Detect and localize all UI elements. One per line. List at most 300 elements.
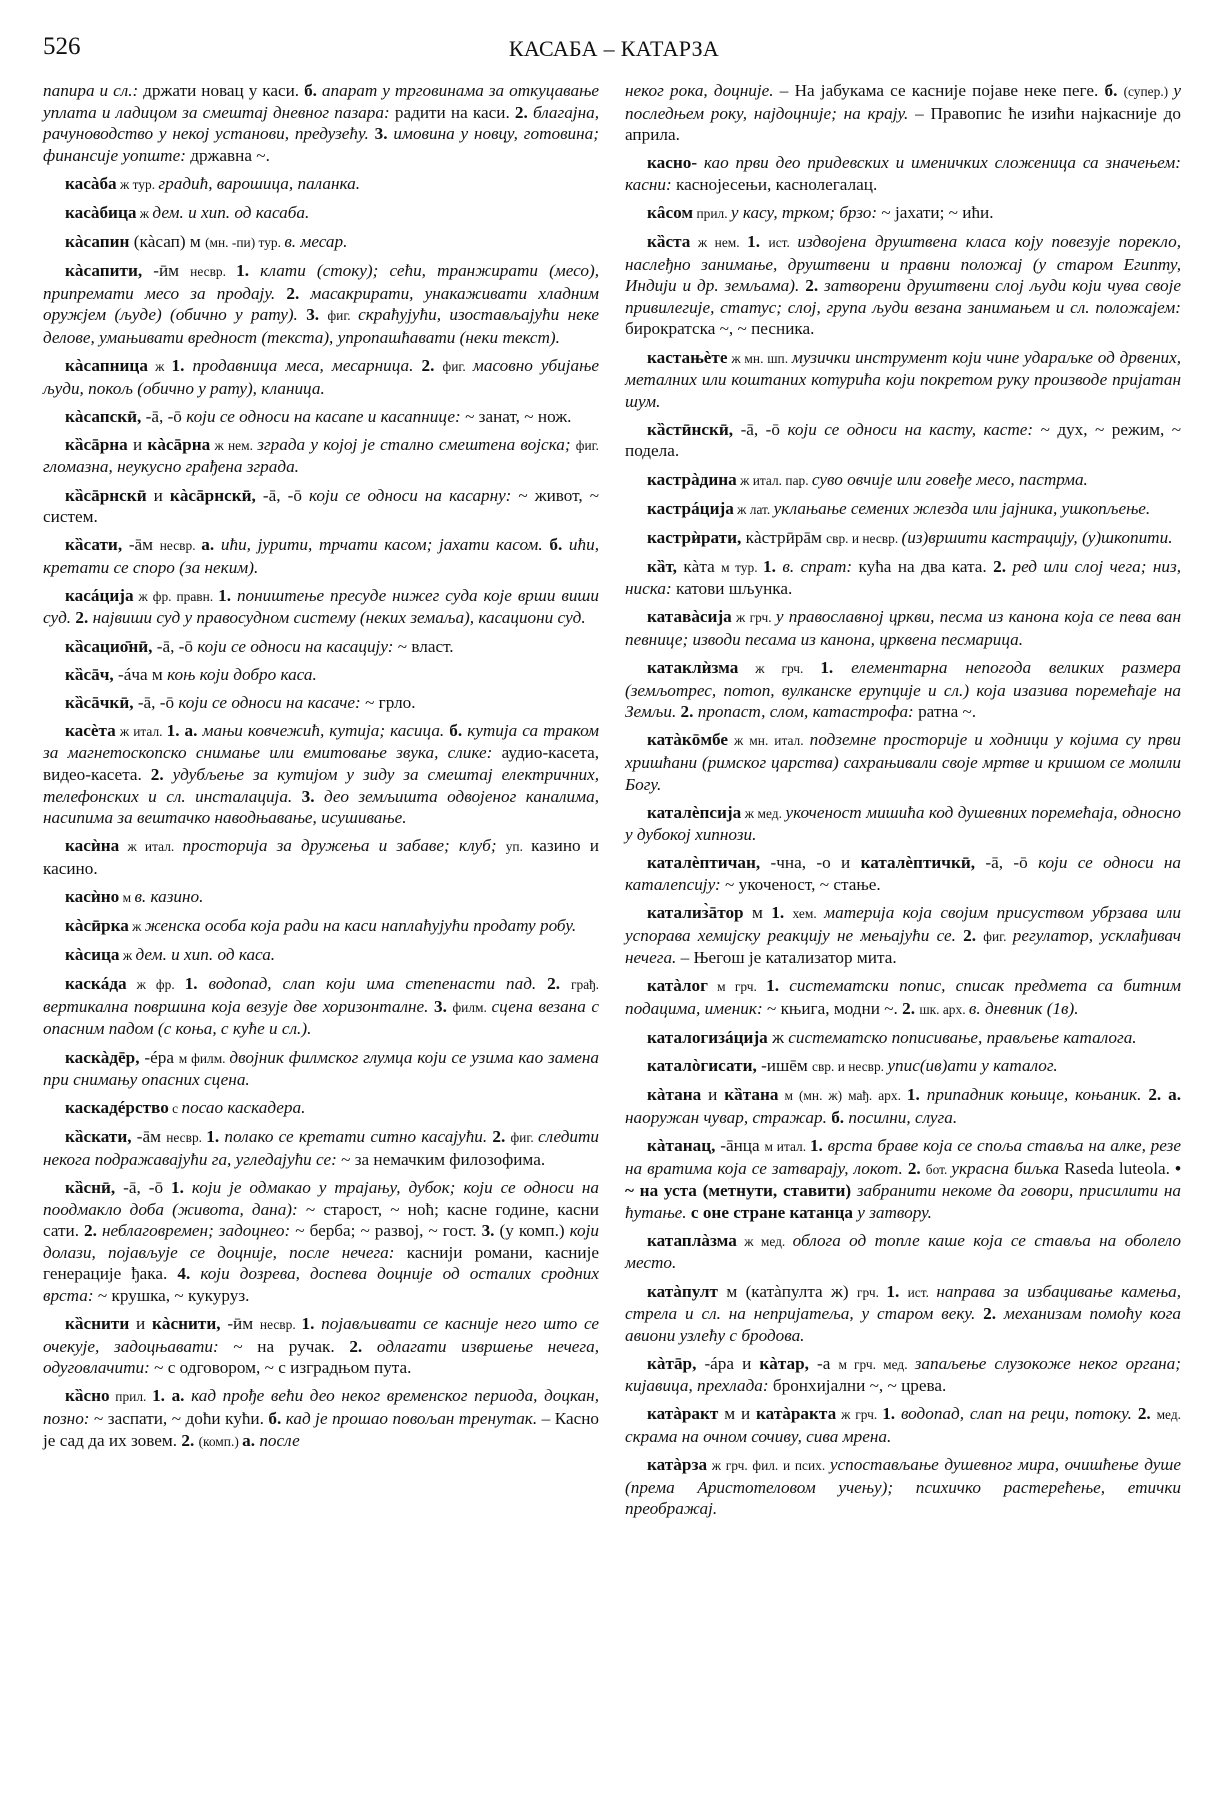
example-text: м и <box>718 1404 757 1424</box>
grammar-label: бот. <box>925 1161 952 1177</box>
definition-text: в. месар. <box>284 232 348 252</box>
headword-or-sense-number: 1. <box>906 1085 927 1105</box>
definition-text: неблаговремен; задоцнео: <box>101 1221 291 1241</box>
headword-or-sense-number: кȁсацио̄нӣ, <box>65 636 153 656</box>
example-text: казино и касино. <box>43 836 599 878</box>
definition-text: подземне просторије и ходници у којима су први хришћани (римског царства) сахрањивали своје мртве и кришом се молили Богу. <box>625 730 1181 794</box>
dictionary-entry-continuation <box>625 80 1181 146</box>
right-column <box>625 80 1181 1526</box>
dictionary-entry <box>43 534 599 578</box>
headword-or-sense-number: 3. <box>434 996 453 1016</box>
headword-or-sense-number: • ~ на уста (метнути, ставити) <box>625 1158 1181 1201</box>
dictionary-entry <box>43 692 599 714</box>
dictionary-entry <box>625 469 1181 492</box>
running-title: КАСАБА – КАТАРЗА <box>508 36 720 61</box>
headword-or-sense-number: 2. <box>75 608 93 628</box>
definition-text: у православној цркви, песма из канона која се пева ван певнице; изводи песама из канона, црквена песмарица. <box>625 607 1181 650</box>
definition-text: просторија за дружења и забаве; клуб; <box>182 836 506 856</box>
example-text: ~ дух, ~ режим, ~ подела. <box>625 419 1181 461</box>
definition-text: вертикална површина која везује две хоризонталне. <box>43 996 435 1016</box>
dictionary-entry <box>625 975 1181 1020</box>
example-text: каснојесењи, каснолегалац. <box>671 174 878 194</box>
example-text: ~ грло. <box>360 692 416 712</box>
headword-or-sense-number: 2. <box>907 1158 926 1178</box>
dictionary-entry <box>625 606 1181 650</box>
definition-text: кад прође већи део неког временског периода, доцкан, позно: <box>43 1386 599 1428</box>
definition-text: направа за избацивање камења, стрела и сл. на непријатеља, у старом веку. <box>625 1281 1182 1324</box>
headword-or-sense-number: кȁскати, <box>65 1127 132 1147</box>
definition-text: припадник коњице, коњаник. <box>926 1085 1149 1105</box>
example-text: -ā, -ō <box>255 485 309 505</box>
example-text: каснији романи, касније генерације ђака. <box>43 1242 600 1284</box>
definition-text: дем. и хип. од каса. <box>135 945 276 965</box>
headword-or-sense-number: каскадéрство <box>65 1098 169 1118</box>
example-text: ~ заспати, ~ доћи кући. <box>89 1408 269 1428</box>
definition-text: пропаст, слом, катастрофа: <box>697 702 914 722</box>
grammar-label: ж фр. <box>126 977 185 993</box>
definition-text: који је одмакао у трајању, дубок; који се односи на поодмакло доба (живота, дана): <box>43 1178 600 1219</box>
headword-or-sense-number: кȁстӣнскӣ, <box>647 419 734 439</box>
grammar-label: ист. <box>768 235 798 251</box>
headword-or-sense-number: касàбица <box>65 202 137 222</box>
grammar-label: грч. <box>856 1284 887 1300</box>
grammar-label: м (мн. ж) мађ. арх. <box>778 1088 907 1104</box>
grammar-label: фиг. <box>983 928 1013 944</box>
definition-text: поништење пресуде нижег суда које врши виши суд. <box>43 585 599 628</box>
headword-or-sense-number: с оне стране катанца <box>690 1202 858 1222</box>
headword-or-sense-number: кàтāр, <box>647 1353 697 1373</box>
example-text: ~ живот, ~ систем. <box>43 485 599 527</box>
example-text: -áча м <box>113 664 168 684</box>
headword-or-sense-number: 1. <box>766 976 790 996</box>
dictionary-entry-continuation <box>43 80 599 166</box>
definition-text: механизам помоћу кога авиони узлећу с бродова. <box>625 1304 1181 1345</box>
headword-or-sense-number: катàракта <box>756 1404 837 1424</box>
example-text: -ā, -ō <box>115 1178 171 1198</box>
dictionary-entry <box>43 636 599 658</box>
headword-or-sense-number: касèта <box>65 720 116 740</box>
definition-text: водопад, слап који има степенасти пад. <box>208 974 548 994</box>
example-text: ~ на ручак. <box>218 1336 350 1356</box>
definition-text: који се односи на касапе и касапнице: <box>186 406 461 426</box>
grammar-label: ж мед. <box>736 1233 793 1249</box>
grammar-label: ж итал. пар. <box>736 472 812 488</box>
definition-text: успостављање душевног мира, очишћење душе (према Аристотеловом учењу); психичко растерећење, етички преображај. <box>625 1455 1182 1519</box>
headword-or-sense-number: 2. <box>963 925 984 945</box>
headword-or-sense-number: 2. <box>547 974 572 994</box>
grammar-label: свр. и несвр. <box>826 530 902 546</box>
headword-or-sense-number: кастрáција <box>647 498 734 518</box>
dictionary-entry <box>43 835 599 879</box>
definition-text: кутија са траком за магнетоскопско снимање или емитовање звука, слике: <box>43 720 600 763</box>
headword-or-sense-number: 1. <box>301 1314 322 1334</box>
grammar-label: м <box>119 890 135 905</box>
example-text: ~ књига, модни ~. <box>762 998 903 1018</box>
headword-or-sense-number: 1. <box>218 585 237 605</box>
headword-or-sense-number: катàракт <box>647 1404 719 1424</box>
grammar-label: с <box>168 1101 182 1117</box>
headword-or-sense-number: касѝно <box>65 887 120 906</box>
headword-or-sense-number: 1. <box>820 658 852 678</box>
headword-or-sense-number: 3. <box>306 305 328 325</box>
headword-or-sense-number: 2. <box>805 276 825 296</box>
definition-text: продавница меса, месарница. <box>192 356 422 376</box>
definition-text: благајна, рачуноводство у некој установи, предузећу. <box>43 102 599 144</box>
dictionary-entry <box>625 802 1181 846</box>
dictionary-entry <box>43 1177 599 1307</box>
dictionary-entry <box>625 556 1181 600</box>
example-text: -ӣм <box>220 1314 260 1334</box>
definition-text: запаљење слузокоже неког органа; кијавица, прехлада: <box>625 1353 1182 1396</box>
grammar-label: прил. <box>693 205 731 221</box>
definition-text: (из)вршити кастрацију, (у)шкопити. <box>901 527 1173 547</box>
grammar-label: ж грч. <box>836 1407 883 1423</box>
dictionary-entry <box>43 1385 599 1452</box>
definition-text: полако се кретати ситно касајући. <box>224 1127 493 1147</box>
definition-text: одлагати извршење нечега, одуговлачити: <box>43 1336 600 1378</box>
definition-text: материја која својим присуством убрзава или успорава хемијску реакцију не мењајући се. <box>625 903 1181 945</box>
dictionary-entry <box>625 729 1181 795</box>
headword-or-sense-number: кȁт, <box>647 556 677 576</box>
headword-or-sense-number: 2. <box>181 1430 199 1450</box>
headword-or-sense-number: касàба <box>65 173 117 193</box>
definition-text: у касу, трком; брзо: <box>730 202 878 222</box>
headword-or-sense-number: б. <box>831 1107 849 1127</box>
definition-text: у последњем року, најдоцније; на крају. <box>625 81 1182 123</box>
grammar-label: ж <box>128 919 145 935</box>
dictionary-entry <box>625 527 1181 550</box>
dictionary-entry <box>43 1047 599 1091</box>
headword-or-sense-number: 1. <box>184 974 209 994</box>
headword-or-sense-number: каталогизáција <box>647 1028 768 1048</box>
grammar-label: ж грч. фил. и псих. <box>707 1458 830 1474</box>
definition-text: украсна биљка <box>951 1158 1065 1178</box>
dictionary-entry <box>625 1230 1181 1274</box>
grammar-label: ж <box>147 359 172 375</box>
definition-text: клати (стоку); сећи, транжирати (месо), припремати месо за продају. <box>43 261 599 303</box>
dictionary-entry <box>625 657 1181 723</box>
headword-or-sense-number: кàсица <box>65 945 120 965</box>
dictionary-entry <box>43 1126 599 1170</box>
example-text: (у комп.) <box>499 1221 570 1241</box>
headword-or-sense-number: кàтана <box>647 1085 702 1105</box>
dictionary-entry <box>43 202 599 225</box>
definition-text: упис(ив)ати у каталог. <box>887 1056 1058 1076</box>
definition-text: дем. и хип. од касаба. <box>152 202 310 222</box>
definition-text: уклањање семених жлезда или јајника, ушкопљење. <box>773 498 1151 518</box>
grammar-label: хем. <box>792 906 825 922</box>
definition-text: музички инструмент који чине удараљке од дрвених, металних или коштаних котурића који покретом руку производе пријатан шум. <box>625 347 1181 411</box>
headword-or-sense-number: кȁсāч, <box>65 664 114 684</box>
definition-text: који дозрева, доспева доцније од осталих сродних врста: <box>43 1264 599 1305</box>
example-text: -éра <box>139 1047 179 1067</box>
headword-or-sense-number: кȃсом <box>647 202 694 222</box>
grammar-label: несвр. <box>259 1317 302 1333</box>
definition-text: апарат у трговинама за откуцавање уплата и ладицом за смештај дневног пазара: <box>43 81 599 122</box>
headword-or-sense-number: 1. <box>886 1281 908 1301</box>
dictionary-entry <box>43 231 599 254</box>
grammar-label: несвр. <box>166 1130 207 1146</box>
example-text: ~ берба; ~ развој, ~ гост. <box>290 1221 482 1241</box>
example-text: и <box>146 485 170 505</box>
grammar-label: несвр. <box>159 538 202 554</box>
definition-text: регулатор, усклађивач нечега. <box>625 925 1181 968</box>
headword-or-sense-number: б. <box>549 535 569 555</box>
definition-text: удубљење за кутијом у зиду за смештај електричних, телефонских и сл. инсталација. <box>43 765 599 806</box>
grammar-label: ж грч. <box>731 610 776 626</box>
example-text: ~ власт. <box>393 636 454 656</box>
headword-or-sense-number: кàтар, <box>759 1353 809 1373</box>
headword-or-sense-number: кàсӣрка <box>65 916 129 936</box>
headword-or-sense-number: 1. <box>809 1135 828 1155</box>
example-text: Raseda luteola. <box>1064 1158 1175 1178</box>
example-text: катови шљунка. <box>671 579 793 599</box>
dictionary-entry <box>43 944 599 967</box>
grammar-label: прил. <box>109 1389 153 1405</box>
dictionary-entry <box>43 260 599 348</box>
headword-or-sense-number: б. <box>449 720 468 740</box>
definition-text: имовина у новцу, готовина; финансије уопште: <box>43 124 599 165</box>
headword-or-sense-number: кȁсно <box>65 1386 110 1406</box>
headword-or-sense-number: кàсапин <box>65 232 130 252</box>
definition-text: в. дневник (1в). <box>968 998 1079 1018</box>
headword-or-sense-number: а. <box>201 535 221 555</box>
definition-text: посао каскадера. <box>181 1098 306 1118</box>
grammar-label: ж <box>136 205 153 221</box>
headword-or-sense-number: 2. <box>286 283 311 303</box>
example-text: -ā, -ō <box>733 419 788 439</box>
example-text: ~ за немачким филозофима. <box>336 1149 546 1169</box>
definition-text: забранити некоме да говори, присилити на ћутање. <box>625 1181 1181 1222</box>
headword-or-sense-number: кȁсāчкӣ, <box>65 692 134 712</box>
headword-or-sense-number: 1. <box>206 1127 225 1147</box>
headword-or-sense-number: каталèпсија <box>647 802 742 822</box>
example-text: држати новац у каси. <box>138 81 305 100</box>
definition-text: ред или слој чега; низ, ниска: <box>625 556 1182 599</box>
definition-text: масакрирати, унакаживати хладним оружјем (људе) (обично у рату). <box>43 283 599 325</box>
dictionary-entry <box>625 1135 1181 1223</box>
example-text: ж <box>767 1028 789 1048</box>
definition-text: в. казино. <box>134 887 204 906</box>
example-text: ~ крушка, ~ кукуруз. <box>93 1286 250 1305</box>
headword-or-sense-number: 3. <box>374 124 394 144</box>
headword-or-sense-number: 1. <box>763 556 783 576</box>
headword-or-sense-number: кастрѝрати, <box>647 527 742 547</box>
example-text: државна ~. <box>185 145 270 165</box>
dictionary-entry <box>43 973 599 1040</box>
dictionary-entry <box>43 915 599 938</box>
definition-text: двојник филмског глумца који се узима као замена при снимању опасних сцена. <box>43 1047 599 1090</box>
grammar-label: несвр. <box>190 264 237 280</box>
example-text: -āм <box>122 535 160 555</box>
headword-or-sense-number: касѝна <box>65 836 120 856</box>
grammar-label: м грч. <box>707 979 767 995</box>
definition-text: елементарна непогода великих размера (земљотрес, потоп, вулканске ерупције и сл.) која изазива поремећаје на Земљи. <box>625 658 1182 722</box>
grammar-label: м филм. <box>178 1050 230 1066</box>
example-text: ~ укоченост, ~ стање. <box>720 875 881 894</box>
example-text: -áра и <box>696 1353 760 1373</box>
dictionary-entry <box>625 1353 1181 1397</box>
example-text: -ā, -ō <box>141 406 187 426</box>
grammar-label: ж итал. <box>115 723 167 739</box>
example-text: -ā, -ō <box>152 636 198 656</box>
definition-text: следити некога подражавајући га, угледајући се: <box>43 1127 600 1169</box>
headword-or-sense-number: 2. <box>514 102 533 122</box>
dictionary-entry <box>625 1403 1181 1447</box>
grammar-label: фиг. <box>442 359 473 375</box>
grammar-label: фиг. <box>327 308 359 324</box>
grammar-label: (мн. -пи) тур. <box>205 235 285 251</box>
example-text: (кàсап) м <box>129 232 206 252</box>
headword-or-sense-number: каскàдēр, <box>65 1047 140 1067</box>
headword-or-sense-number: каталèптичкӣ, <box>860 853 976 873</box>
dictionary-entry <box>43 173 599 196</box>
example-text: -ā, -ō <box>133 692 179 712</box>
headword-or-sense-number: б. <box>304 81 322 100</box>
example-text: м <box>743 903 772 923</box>
grammar-label: ист. <box>907 1284 937 1300</box>
definition-text: издвојена друштвена класа коју повезује порекло, наслеђно занимање, друштвени и правни положај (у старом Египту, Индији и др. земљама). <box>625 232 1182 296</box>
example-text: -ā, -ō <box>975 853 1039 873</box>
example-text: и <box>701 1085 725 1105</box>
headword-or-sense-number: кȁтана <box>724 1085 779 1105</box>
grammar-label: ж тур. <box>116 176 159 192</box>
example-text: – Његош је катализатор мита. <box>676 948 897 968</box>
dictionary-entry <box>43 406 599 428</box>
headword-or-sense-number: кȁснӣ, <box>65 1178 116 1198</box>
headword-or-sense-number: 2. <box>1137 1404 1157 1424</box>
headword-or-sense-number: кȁста <box>647 232 691 252</box>
definition-text: неког рока, доцније. <box>625 81 774 100</box>
definition-text: коњ који добро каса. <box>167 664 317 684</box>
grammar-label: ж мн. шп. <box>727 350 792 366</box>
definition-text: кад је прошао повољан тренутак. <box>285 1408 538 1428</box>
dictionary-entry <box>625 419 1181 462</box>
example-text: -а <box>808 1353 839 1373</box>
dictionary-entry <box>625 1055 1181 1078</box>
page-number: 526 <box>43 33 81 60</box>
grammar-label: м грч. мед. <box>838 1356 915 1372</box>
headword-or-sense-number: кȁсāрнскӣ <box>65 485 147 505</box>
definition-text: наоружан чувар, стражар. <box>625 1107 832 1127</box>
dictionary-entry <box>625 1281 1181 1347</box>
headword-or-sense-number: б. <box>268 1408 286 1428</box>
example-text: кàта <box>676 556 722 576</box>
headword-or-sense-number: кȁсāрна <box>65 434 128 454</box>
dictionary-entry <box>43 664 599 686</box>
left-column <box>43 80 599 1459</box>
grammar-label: ж <box>119 948 136 964</box>
dictionary-entry <box>43 585 599 629</box>
headword-or-sense-number: катаклѝзма <box>647 658 739 678</box>
dictionary-entry <box>625 1084 1181 1128</box>
example-text: и <box>129 1314 152 1334</box>
headword-or-sense-number: каскáда <box>65 974 127 994</box>
grammar-label: мед. <box>1156 1407 1182 1423</box>
headword-or-sense-number: 2. а. <box>1148 1085 1182 1105</box>
grammar-label: (комп.) <box>198 1433 243 1449</box>
definition-text: део земљишта одвојеног каналима, насипима за вештачко наводњавање, исушивање. <box>43 786 599 828</box>
headword-or-sense-number: катаплàзма <box>647 1230 737 1250</box>
definition-text: облога од топле каше која се ставља на оболело место. <box>625 1230 1181 1273</box>
headword-or-sense-number: каталòгисати, <box>647 1056 757 1076</box>
dictionary-entry <box>625 1454 1181 1520</box>
headword-or-sense-number: 2. <box>993 556 1013 576</box>
headword-or-sense-number: кàсапница <box>65 356 148 376</box>
grammar-label: шк. арх. <box>919 1001 969 1017</box>
headword-or-sense-number: 1. а. <box>152 1386 192 1406</box>
definition-text: који се односи на касаче: <box>178 692 361 712</box>
headword-or-sense-number: 3. <box>301 786 325 806</box>
definition-text: систематски попис, списак предмета са битним подацима, именик: <box>625 976 1181 1018</box>
grammar-label: ж мед. <box>741 805 786 821</box>
headword-or-sense-number: 2. <box>492 1127 511 1147</box>
grammar-label: свр. и несвр. <box>812 1059 888 1075</box>
dictionary-entry <box>43 1097 599 1120</box>
headword-or-sense-number: катàпулт <box>647 1281 718 1301</box>
definition-text: суво овчије или говеђе месо, пастрма. <box>811 469 1088 489</box>
example-text: -ишēм <box>756 1056 813 1076</box>
grammar-label: ж нем. <box>690 235 748 251</box>
definition-text: градић, варошица, паланка. <box>158 173 360 193</box>
headword-or-sense-number: 3. <box>481 1221 500 1241</box>
dictionary-entry <box>625 152 1181 195</box>
headword-or-sense-number: кàсапити, <box>65 261 143 281</box>
grammar-label: м итал. <box>764 1138 810 1154</box>
definition-text: укоченост мишића код душевних поремећаја, односно у дубокој хипнози. <box>625 802 1181 845</box>
dictionary-entry <box>43 886 599 909</box>
headword-or-sense-number: кàсāрнскӣ, <box>169 485 256 505</box>
headword-or-sense-number: кàтанац, <box>647 1135 716 1155</box>
example-text: аудио-касета, видео-касета. <box>43 743 600 785</box>
definition-text: папира и сл.: <box>43 81 139 100</box>
definition-text: женска особа која ради на каси наплаћујући продату робу. <box>144 916 577 936</box>
headword-or-sense-number: 1. <box>236 261 261 281</box>
example-text: ~ занат, ~ нож. <box>460 406 572 426</box>
headword-or-sense-number: 1. а. <box>166 720 203 740</box>
dictionary-entry <box>625 498 1181 521</box>
grammar-label: ж фр. правн. <box>133 588 219 604</box>
headword-or-sense-number: катализ̀āтор <box>647 903 744 923</box>
headword-or-sense-number: катàрза <box>647 1455 708 1475</box>
headword-or-sense-number: кàсāрна <box>147 434 211 454</box>
definition-text: највиши суд у правосудном систему (неких земаља), касациони суд. <box>92 608 586 628</box>
definition-text: зграда у којој је стално смештена војска; <box>257 434 576 454</box>
dictionary-entry <box>43 434 599 478</box>
dictionary-entry <box>625 852 1181 895</box>
headword-or-sense-number: кȁсати, <box>65 535 123 555</box>
headword-or-sense-number: 2. <box>902 998 920 1018</box>
example-text: бронхијални ~, ~ црева. <box>768 1376 947 1396</box>
definition-text: сцена везана с опасним падом (с коња, с куће и сл.). <box>43 996 599 1039</box>
headword-or-sense-number: 1. <box>170 1178 192 1198</box>
dictionary-entry <box>625 1027 1181 1049</box>
headword-or-sense-number: 1. <box>771 903 793 923</box>
dictionary-entry <box>625 231 1181 340</box>
example-text: – На јабукама се касније појаве неке пеге. <box>773 81 1105 100</box>
grammar-label: грађ. <box>571 977 599 993</box>
grammar-label: ж мн. итал. <box>728 733 810 749</box>
grammar-label: ж лат. <box>733 501 774 517</box>
grammar-label: ж нем. <box>210 437 258 453</box>
grammar-label: (супер.) <box>1123 84 1174 99</box>
example-text: кàстрӣрāм <box>741 527 827 547</box>
headword-or-sense-number: 2. <box>680 702 698 722</box>
definition-text: гломазна, неукусно грађена зграда. <box>43 457 299 477</box>
definition-text: после <box>259 1430 300 1450</box>
example-text: ~ с одговором, ~ с изградњом пута. <box>149 1358 412 1378</box>
example-text: – Правопис ће изићи најкасније до априла. <box>625 103 1181 145</box>
